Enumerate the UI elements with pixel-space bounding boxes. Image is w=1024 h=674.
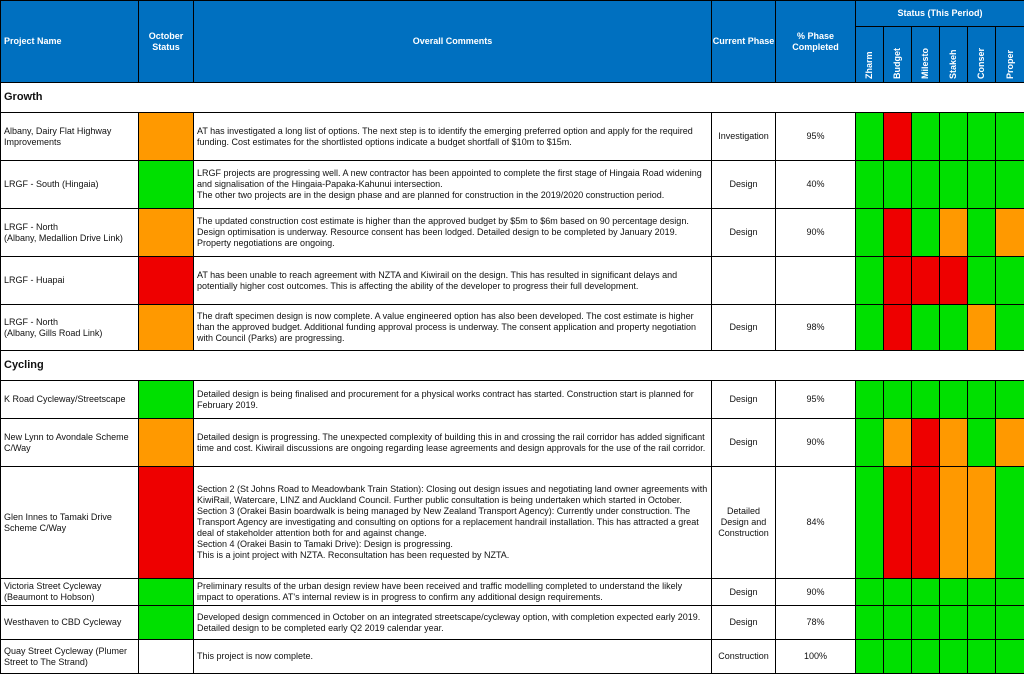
project-name <box>1 419 139 467</box>
status-indicator-cell <box>884 640 912 674</box>
project-row <box>1 381 1024 419</box>
project-name-line: LRGF - North <box>4 317 136 328</box>
status-indicator-cell <box>856 209 884 257</box>
october-status-cell <box>139 257 194 305</box>
status-indicator-cell <box>940 161 968 209</box>
status-indicator-cell <box>968 579 996 606</box>
overall-comment <box>194 209 712 257</box>
project-name-line: New Lynn to Avondale Scheme <box>4 432 136 443</box>
current-phase: Design <box>712 579 776 606</box>
project-row <box>1 161 1024 209</box>
status-indicator-cell <box>996 579 1024 606</box>
status-indicator-cell <box>968 606 996 640</box>
phase-completed: 100% <box>776 640 856 674</box>
project-row <box>1 640 1024 674</box>
status-column-header <box>856 27 884 83</box>
current-phase: Design <box>712 419 776 467</box>
status-column-header <box>940 27 968 83</box>
october-status-cell <box>139 467 194 579</box>
phase-completed <box>776 257 856 305</box>
project-name-line: Improvements <box>4 137 136 148</box>
project-name-line: Glen Innes to Tamaki Drive <box>4 512 136 523</box>
status-indicator-cell <box>856 381 884 419</box>
overall-comment <box>194 579 712 606</box>
comment-paragraph: Section 4 (Orakei Basin to Tamaki Drive): Design is progressing. <box>197 539 708 550</box>
project-name-line: C/Way <box>4 443 136 454</box>
comment-paragraph: This is a joint project with NZTA. Reconsultation has been requested by NZTA. <box>197 550 708 561</box>
header-phase-completed: % Phase Completed <box>776 1 856 83</box>
comment-paragraph: The updated construction cost estimate is higher than the approved budget by $5m to $6m based on 90 percentage design. Design optimisation is underway. Resource consent has been lodged. Detailed design to be completed by January 2019. Property negotiations are ongoing. <box>197 216 708 249</box>
status-indicator-cell <box>968 467 996 579</box>
project-name-line: Victoria Street Cycleway <box>4 581 136 592</box>
status-indicator-cell <box>940 579 968 606</box>
current-phase <box>712 257 776 305</box>
project-name <box>1 606 139 640</box>
current-phase: Design <box>712 606 776 640</box>
overall-comment <box>194 381 712 419</box>
status-indicator-cell <box>996 640 1024 674</box>
status-column-label: Budget <box>892 27 903 79</box>
project-name-line: Street to The Strand) <box>4 657 136 668</box>
comment-paragraph: Section 2 (St Johns Road to Meadowbank Train Station): Closing out design issues and negotiating land owner agreements with KiwiRail, Watercare, LINZ and Auckland Council. Further public consultation is being undertaken which started in October. <box>197 484 708 506</box>
overall-comment <box>194 640 712 674</box>
status-indicator-cell <box>996 209 1024 257</box>
project-row <box>1 257 1024 305</box>
current-phase: Design <box>712 305 776 351</box>
status-indicator-cell <box>996 419 1024 467</box>
phase-completed: 40% <box>776 161 856 209</box>
status-indicator-cell <box>940 209 968 257</box>
status-indicator-cell <box>968 161 996 209</box>
status-column-header <box>912 27 940 83</box>
overall-comment <box>194 467 712 579</box>
status-indicator-cell <box>940 381 968 419</box>
status-indicator-cell <box>968 305 996 351</box>
status-indicator-cell <box>856 467 884 579</box>
header-project-name: Project Name <box>1 1 139 83</box>
status-indicator-cell <box>968 640 996 674</box>
overall-comment <box>194 305 712 351</box>
october-status-cell <box>139 419 194 467</box>
comment-paragraph: AT has investigated a long list of options. The next step is to identify the emerging preferred option and apply for the required funding. Cost estimates for the shortlisted options indicate a budget shortfall of $10m to $15m. <box>197 126 708 148</box>
project-name-line: Quay Street Cycleway (Plumer <box>4 646 136 657</box>
comment-paragraph: This project is now complete. <box>197 651 708 662</box>
overall-comment <box>194 161 712 209</box>
status-indicator-cell <box>996 467 1024 579</box>
status-indicator-cell <box>912 305 940 351</box>
comment-paragraph: Detailed design is progressing. The unexpected complexity of building this in and crossing the rail corridor has added significant time and cost. Kiwirail discussions are ongoing regarding lease agreements and design approvals for the use of the rail corridor. <box>197 432 708 454</box>
phase-completed: 90% <box>776 579 856 606</box>
phase-completed: 84% <box>776 467 856 579</box>
status-indicator-cell <box>940 257 968 305</box>
project-name-line: Westhaven to CBD Cycleway <box>4 617 136 628</box>
status-indicator-cell <box>912 640 940 674</box>
comment-paragraph: Developed design commenced in October on an integrated streetscape/cycleway option, with completion expected early 2019. Detailed design to be completed early Q2 2019 calendar year. <box>197 612 708 634</box>
status-indicator-cell <box>968 209 996 257</box>
status-indicator-cell <box>912 257 940 305</box>
status-indicator-cell <box>968 381 996 419</box>
project-row <box>1 467 1024 579</box>
status-indicator-cell <box>912 579 940 606</box>
october-status-cell <box>139 305 194 351</box>
status-indicator-cell <box>856 606 884 640</box>
status-indicator-cell <box>996 305 1024 351</box>
status-column-header <box>968 27 996 83</box>
project-row <box>1 113 1024 161</box>
status-indicator-cell <box>968 257 996 305</box>
status-indicator-cell <box>856 419 884 467</box>
status-column-label: Proper <box>1005 27 1016 79</box>
status-indicator-cell <box>940 113 968 161</box>
status-column-header <box>884 27 912 83</box>
comment-paragraph: Preliminary results of the urban design review have been received and traffic modelling completed to understand the likely impact to operations. AT's internal review is in progress to confirm any additional design requirements. <box>197 581 708 603</box>
status-indicator-cell <box>912 606 940 640</box>
overall-comment <box>194 419 712 467</box>
phase-completed: 90% <box>776 419 856 467</box>
project-name-line: (Albany, Gills Road Link) <box>4 328 136 339</box>
status-indicator-cell <box>996 161 1024 209</box>
project-name <box>1 381 139 419</box>
status-indicator-cell <box>856 113 884 161</box>
status-indicator-cell <box>856 640 884 674</box>
status-indicator-cell <box>912 381 940 419</box>
october-status-cell <box>139 606 194 640</box>
status-indicator-cell <box>884 305 912 351</box>
project-name-line: LRGF - Huapai <box>4 275 136 286</box>
status-indicator-cell <box>996 606 1024 640</box>
status-indicator-cell <box>940 419 968 467</box>
status-indicator-cell <box>940 606 968 640</box>
status-indicator-cell <box>940 467 968 579</box>
project-row <box>1 579 1024 606</box>
current-phase: Construction <box>712 640 776 674</box>
overall-comment <box>194 113 712 161</box>
project-name <box>1 113 139 161</box>
october-status-cell <box>139 381 194 419</box>
status-indicator-cell <box>884 257 912 305</box>
october-status-cell <box>139 161 194 209</box>
status-indicator-cell <box>856 257 884 305</box>
project-name <box>1 467 139 579</box>
phase-completed: 95% <box>776 113 856 161</box>
october-status-cell <box>139 640 194 674</box>
overall-comment <box>194 257 712 305</box>
status-indicator-cell <box>940 305 968 351</box>
comment-paragraph: Section 3 (Orakei Basin boardwalk is being managed by New Zealand Transport Agency): Currently under construction. The Transport Agency are investigating and consulting on options for a replacement handrail installation. This has attracted a great deal of stakeholder attention both for and against change. <box>197 506 708 539</box>
current-phase: Design <box>712 161 776 209</box>
status-indicator-cell <box>856 305 884 351</box>
section-heading: Cycling <box>1 351 1024 381</box>
project-row <box>1 209 1024 257</box>
comment-paragraph: The draft specimen design is now complete. A value engineered option has also been developed. The cost estimate is higher than the approved budget. Additional funding approval process is underway. The consent application and property negotiation with Council (Parks) are progressing. <box>197 311 708 344</box>
october-status-cell <box>139 209 194 257</box>
header-current-phase: Current Phase <box>712 1 776 83</box>
project-row <box>1 419 1024 467</box>
status-indicator-cell <box>940 640 968 674</box>
status-indicator-cell <box>884 579 912 606</box>
status-column-label: Milesto <box>920 27 931 79</box>
project-name-line: LRGF - South (Hingaia) <box>4 179 136 190</box>
status-indicator-cell <box>884 381 912 419</box>
status-indicator-cell <box>968 113 996 161</box>
comment-paragraph: LRGF projects are progressing well. A new contractor has been appointed to complete the first stage of Hingaia Road widening and signalisation of the Hingaia-Papaka-Kahunui intersection. <box>197 168 708 190</box>
status-indicator-cell <box>996 113 1024 161</box>
status-column-label: Zharm <box>864 27 875 79</box>
project-row <box>1 305 1024 351</box>
status-indicator-cell <box>912 161 940 209</box>
status-column-label: Conser <box>976 27 987 79</box>
phase-completed: 90% <box>776 209 856 257</box>
status-indicator-cell <box>968 419 996 467</box>
project-name <box>1 161 139 209</box>
project-name-line: LRGF - North <box>4 222 136 233</box>
current-phase: Detailed Design and Construction <box>712 467 776 579</box>
status-indicator-cell <box>884 467 912 579</box>
october-status-cell <box>139 579 194 606</box>
section-heading: Growth <box>1 83 1024 113</box>
status-column-header <box>996 27 1024 83</box>
project-name-line: K Road Cycleway/Streetscape <box>4 394 136 405</box>
status-indicator-cell <box>884 606 912 640</box>
status-indicator-cell <box>912 419 940 467</box>
header-overall-comments: Overall Comments <box>194 1 712 83</box>
header-status-period: Status (This Period) <box>856 1 1024 27</box>
status-indicator-cell <box>884 161 912 209</box>
project-name-line: Albany, Dairy Flat Highway <box>4 126 136 137</box>
project-name <box>1 579 139 606</box>
project-name-line: (Beaumont to Hobson) <box>4 592 136 603</box>
phase-completed: 78% <box>776 606 856 640</box>
phase-completed: 98% <box>776 305 856 351</box>
current-phase: Design <box>712 381 776 419</box>
status-indicator-cell <box>996 381 1024 419</box>
overall-comment <box>194 606 712 640</box>
status-indicator-cell <box>884 419 912 467</box>
project-row <box>1 606 1024 640</box>
project-name-line: Scheme C/Way <box>4 523 136 534</box>
header-october-status: October Status <box>139 1 194 83</box>
status-indicator-cell <box>912 467 940 579</box>
project-name <box>1 305 139 351</box>
project-name <box>1 257 139 305</box>
status-indicator-cell <box>912 113 940 161</box>
project-name <box>1 209 139 257</box>
status-indicator-cell <box>884 113 912 161</box>
status-column-label: Stakeh <box>948 27 959 79</box>
status-indicator-cell <box>912 209 940 257</box>
project-name <box>1 640 139 674</box>
project-name-line: (Albany, Medallion Drive Link) <box>4 233 136 244</box>
october-status-cell <box>139 113 194 161</box>
comment-paragraph: Detailed design is being finalised and procurement for a physical works contract has started. Construction start is planned for February 2019. <box>197 389 708 411</box>
status-indicator-cell <box>856 161 884 209</box>
comment-paragraph: The other two projects are in the design phase and are planned for construction in the 2019/2020 construction period. <box>197 190 708 201</box>
comment-paragraph: AT has been unable to reach agreement with NZTA and Kiwirail on the design. This has resulted in significant delays and potentially higher cost outcomes. This is affecting the ability of the developer to progress their full development. <box>197 270 708 292</box>
current-phase: Design <box>712 209 776 257</box>
current-phase: Investigation <box>712 113 776 161</box>
phase-completed: 95% <box>776 381 856 419</box>
status-indicator-cell <box>856 579 884 606</box>
status-indicator-cell <box>996 257 1024 305</box>
status-indicator-cell <box>884 209 912 257</box>
